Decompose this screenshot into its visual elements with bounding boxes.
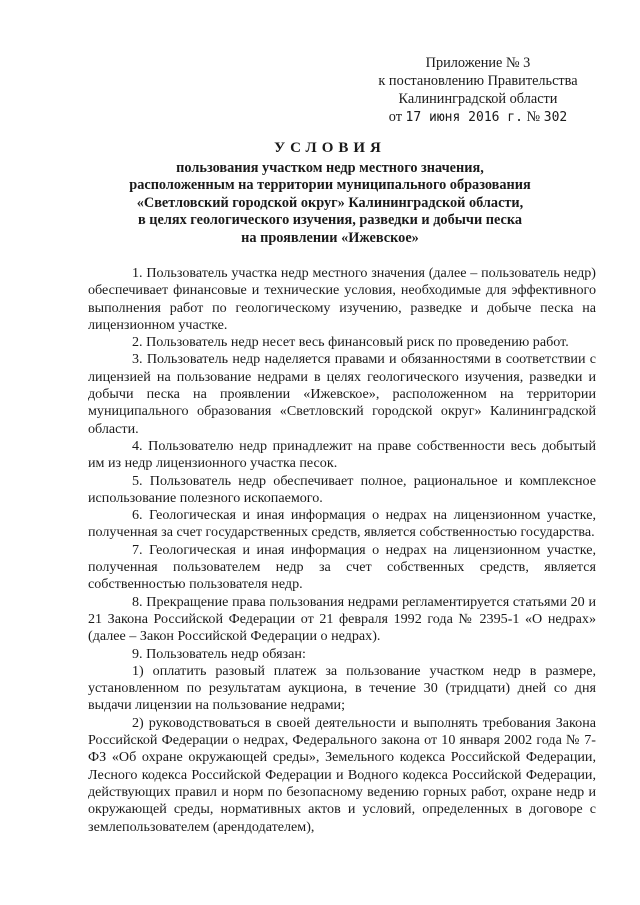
title-main: УСЛОВИЯ bbox=[274, 140, 386, 156]
title-line: расположенным на территории муниципального образования bbox=[129, 177, 531, 194]
document-title bbox=[60, 140, 600, 248]
decree-date: 17 июня 2016 г. bbox=[405, 110, 523, 125]
paragraph-2: 2. Пользователь недр несет весь финансовый риск по проведению работ. bbox=[132, 334, 569, 351]
title-line: в целях геологического изучения, разведки и добычи песка bbox=[137, 212, 523, 229]
number-prefix: № bbox=[526, 109, 541, 125]
paragraph-3: 3. Пользователь недр наделяется правами и обязанностями в соответствии с лицензией на пользование недрами в целях геологического изучения, разведки и добычи песка на проявлении «Ижевское», расположенном на территории муниципального образования «Светловский городской округ» Калининградской области. bbox=[88, 351, 596, 437]
title-line: пользования участком недр местного значения, bbox=[176, 159, 484, 176]
appendix-region: Калининградской области bbox=[398, 91, 558, 107]
appendix-header bbox=[358, 54, 598, 127]
date-prefix: от bbox=[388, 109, 402, 125]
document-body bbox=[88, 265, 596, 836]
paragraph-9: 9. Пользователь недр обязан: bbox=[132, 645, 306, 662]
paragraph-4: 4. Пользователю недр принадлежит на праве собственности весь добытый им из недр лицензионного участка песок. bbox=[88, 437, 596, 472]
paragraph-5: 5. Пользователь недр обеспечивает полное, рациональное и комплексное использование полезного ископаемого. bbox=[88, 472, 596, 506]
paragraph-6: 6. Геологическая и иная информация о недрах на лицензионном участке, полученная за счет государственных средств, является собственностью государства. bbox=[88, 507, 596, 541]
paragraph-8: 8. Прекращение права пользования недрами регламентируется статьями 20 и 21 Закона Российской Федерации от 21 февраля 1992 года № 2395-1 «О недрах» (далее – Закон Российской Федерации о недрах). bbox=[88, 593, 596, 645]
paragraph-7: 7. Геологическая и иная информация о недрах на лицензионном участке, полученная пользователем недр за счет собственных средств, является собственностью пользователя недр. bbox=[88, 541, 596, 593]
title-line: на проявлении «Ижевское» bbox=[241, 229, 419, 246]
appendix-date-line bbox=[358, 108, 598, 127]
title-line: «Светловский городской округ» Калининградской области, bbox=[136, 194, 524, 211]
paragraph-1: 1. Пользователь участка недр местного значения (далее – пользователь недр) обеспечивает финансовые и технические условия, необходимые для эффективного выполнения работ по геологическому изучению, разведке и добыче песка на лицензионном участке. bbox=[88, 265, 596, 333]
appendix-number: Приложение № 3 bbox=[425, 55, 531, 71]
decree-number: 302 bbox=[543, 110, 568, 125]
paragraph-9-2: 2) руководствоваться в своей деятельности и выполнять требования Закона Российской Федерации о недрах, Федерального закона от 10 января 2002 года № 7-ФЗ «Об охране окружающей среды», Земельного кодекса Российской Федерации, Лесного кодекса Российской Федерации и Водного кодекса Российской Федерации, действующих правил и норм по безопасному ведению горных работ, охране недр и окружающей среды, нормативных актов и условий, определенных в договоре с землепользователем (арендодателем), bbox=[88, 714, 596, 835]
appendix-reference: к постановлению Правительства bbox=[378, 73, 578, 89]
paragraph-9-1: 1) оплатить разовый платеж за пользование участком недр в размере, установленном по результатам аукциона, в течение 30 (тридцати) дней со дня выдачи лицензии на пользование недрами; bbox=[88, 662, 596, 714]
